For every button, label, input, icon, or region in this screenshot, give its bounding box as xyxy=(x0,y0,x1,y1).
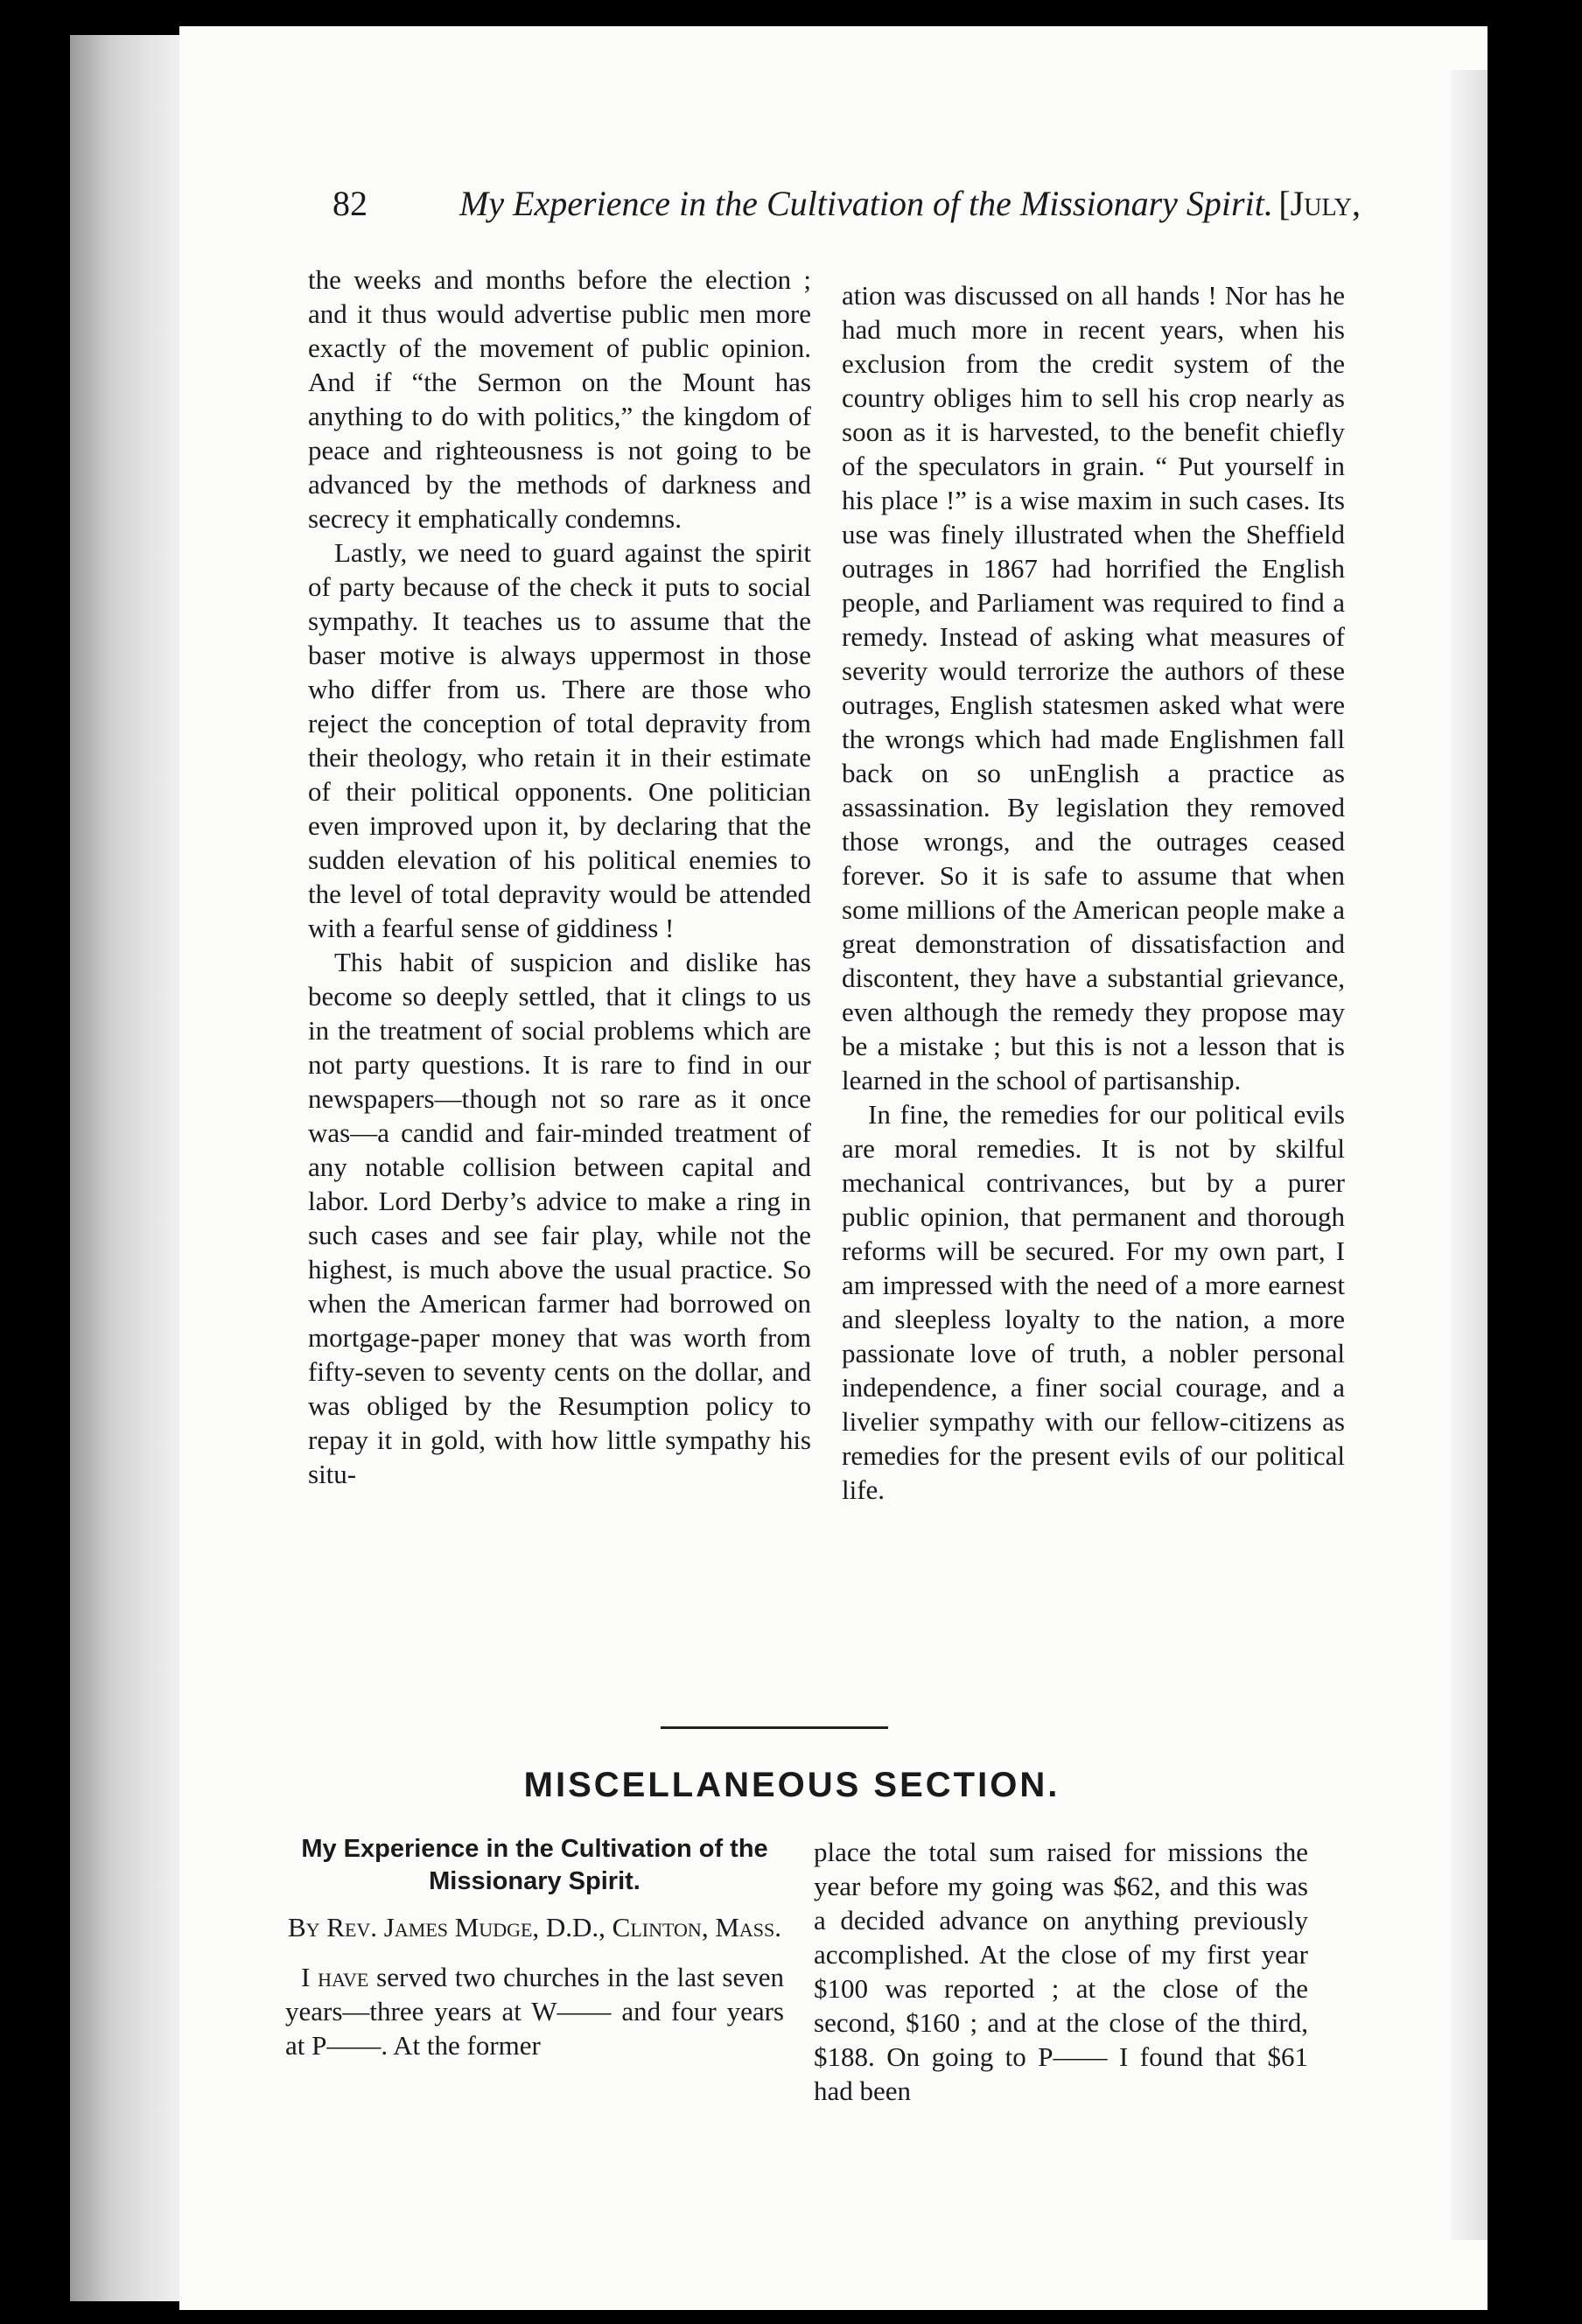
article-left-column xyxy=(285,1833,784,2062)
drop-word: I have xyxy=(301,1962,369,1992)
article-right-column xyxy=(814,1835,1308,2108)
paragraph: In fine, the remedies for our political evils are moral remedies. It is not by skilful mechanical contrivances, but by a purer public opinion, that permanent and thorough reforms will be secured. For my own part, I am impressed with the need of a more earnest and sleepless loyalty to the nation, a more passionate love of truth, a nobler personal independence, a finer social courage, and a livelier sympathy with our fellow-citizens as remedies for the present evils of our political life. xyxy=(842,1099,1345,1505)
byline-text: By Rev. James Mudge, D.D., Clinton, Mass. xyxy=(287,1912,781,1942)
paragraph: ation was discussed on all hands ! Nor has he had much more in recent years, when his exclusion from the credit system of the country obliges him to sell his crop nearly as soon as it is harvested, to the benefit chiefly of the speculators in grain. “ Put yourself in his place !” is a wise maxim in such cases. Its use was finely illustrated when the Sheffield outrages in 1867 had horrified the English people, and Parliament was required to find a remedy. Instead of asking what measures of severity would terrorize the authors of these outrages, English statesmen asked what were the wrongs which had made Englishmen fall back on so unEnglish a practice as assassination. By legislation they removed those wrongs, and the outrages ceased forever. So it is safe to assume that when some millions of the American people make a great demonstration of dissatisfaction and discontent, they have a substantial grievance, even although the remedy they propose may be a mistake ; but this is not a lesson that is learned in the school of partisanship. xyxy=(842,280,1345,1096)
issue-month: [July, xyxy=(1278,184,1361,223)
page-number: 82 xyxy=(332,184,368,223)
paragraph: the weeks and months before the election ; and it thus would advertise public men more exactly of the movement of public opinion. And if “the Sermon on the Mount has anything to do with politics,” the kingdom of peace and righteousness is not going to be advanced by the methods of darkness and secrecy it emphatically condemns. xyxy=(308,264,811,534)
article-opening-paragraph xyxy=(285,1960,784,2062)
running-title: My Experience in the Cultivation of the Missionary Spirit. xyxy=(459,184,1273,223)
left-column xyxy=(308,262,811,1491)
article-body xyxy=(285,1960,784,2062)
paragraph: Lastly, we need to guard against the spirit of party because of the check it puts to social sympathy. It teaches us to assume that the baser motive is always uppermost in those who differ from us. There are those who reject the conception of total depravity from their theology, who retain it in their estimate of their political opponents. One politician even improved upon it, by declaring that the sudden elevation of his political enemies to the level of total depravity would be attended with a fearful sense of giddiness ! xyxy=(308,537,811,943)
article-continuation: place the total sum raised for missions the year before my going was $62, and this was a decided advance on anything previously accomplished. At the close of my first year $100 was reported ; at the close of the second, $160 ; and at the close of the third, $188. On going to P—— I found that $61 had been xyxy=(814,1837,1308,2106)
paragraph: This habit of suspicion and dislike has become so deeply settled, that it clings to us in the treatment of social problems which are not party questions. It is rare to find in our newspapers—though not so rare as it once was—a candid and fair-minded treatment of any notable collision between capital and labor. Lord Derby’s advice to make a ring in such cases and see fair play, while not the highest, is much above the usual practice. So when the American farmer had borrowed on mortgage-paper money that was worth from fifty-seven to seventy cents on the dollar, and was obliged by the Resumption policy to repay it in gold, with how little sympathy his situ- xyxy=(308,947,811,1489)
next-page-edge xyxy=(1451,70,1493,2240)
opening-text: served two churches in the last seven years—three years at W—— and four years at P——. At the former xyxy=(285,1962,785,2061)
page-edge xyxy=(70,35,184,2301)
running-header xyxy=(332,179,1361,232)
article-byline xyxy=(285,1910,784,1944)
section-heading: MISCELLANEOUS SECTION. xyxy=(523,1766,1060,1804)
right-column xyxy=(842,278,1345,1507)
article-title: My Experience in the Cultivation of the Missionary Spirit. xyxy=(301,1835,768,1895)
section-divider xyxy=(661,1726,888,1729)
scan-border xyxy=(1488,0,1582,2324)
